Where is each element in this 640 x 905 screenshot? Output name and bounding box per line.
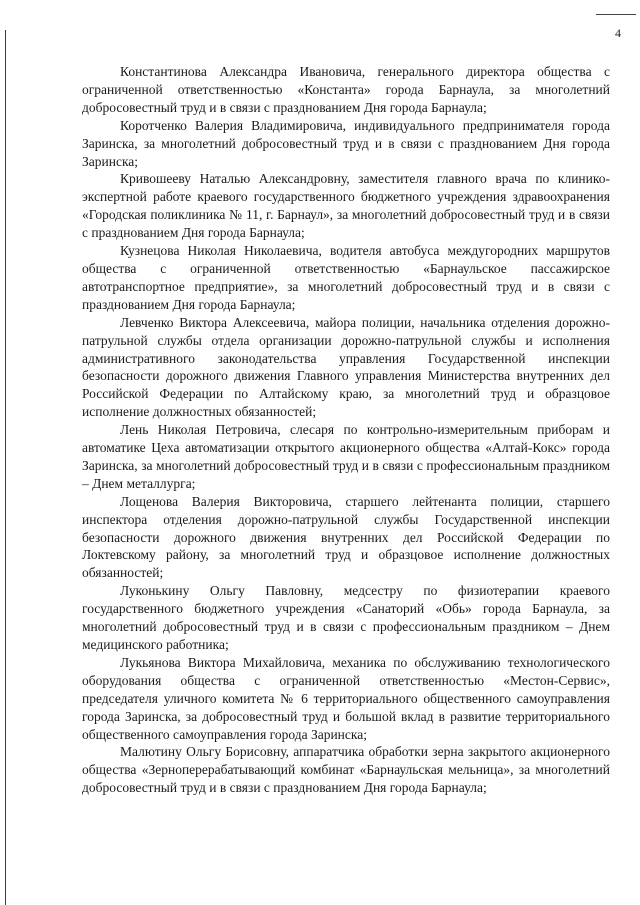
award-entry: Коротченко Валерия Владимировича, индивидуального предпринимателя города Заринска, за многолетний добросовестный труд и в связи с празднованием Дня города Заринска; <box>82 117 610 169</box>
award-entry: Лощенова Валерия Викторовича, старшего лейтенанта полиции, старшего инспектора отделения дорожно-патрульной службы Государственной инспекции безопасности дорожного движения внутренних дел Российской Федерации по Локтевскому району, за многолетний труд и образцовое исполнение должностных обязанностей; <box>82 493 610 581</box>
document-body <box>82 63 610 797</box>
award-entry: Луконькину Ольгу Павловну, медсестру по физиотерапии краевого государственного бюджетного учреждения «Санаторий «Обь» города Барнаула, за многолетний добросовестный труд и в связи с профессиональным праздником – Днем медицинского работника; <box>82 583 610 652</box>
award-entry: Кузнецова Николая Николаевича, водителя автобуса междугородних маршрутов общества с ограниченной ответственностью «Барнаульское пассажирское автотранспортное предприятие», за многолетний добросовестный труд и в связи с празднованием Дня города Барнаула; <box>82 243 610 312</box>
corner-mark <box>596 14 636 15</box>
left-margin-line <box>5 30 6 905</box>
award-entry: Лень Николая Петровича, слесаря по контрольно-измерительным приборам и автоматике Цеха автоматизации открытого акционерного общества «Алтай-Кокс» города Заринска, за многолетний добросовестный труд и в связи с профессиональным праздником – Днем металлурга; <box>82 422 610 491</box>
page-number: 4 <box>615 26 621 40</box>
award-entry: Левченко Виктора Алексеевича, майора полиции, начальника отделения дорожно-патрульной службы отдела организации дорожно-патрульной службы и исполнения административного законодательства управления Государственной инспекции безопасности дорожного движения Главного управления Министерства внутренних дел Российской Федерации по Алтайскому краю, за многолетний труд и образцовое исполнение должностных обязанностей; <box>82 314 610 420</box>
award-entry: Константинова Александра Ивановича, генерального директора общества с ограниченной ответственностью «Константа» города Барнаула, за многолетний добросовестный труд и в связи с празднованием Дня города Барнаула; <box>82 64 610 115</box>
award-entry: Лукьянова Виктора Михайловича, механика по обслуживанию технологического оборудования общества с ограниченной ответственностью «Местон-Сервис», председателя уличного комитета № 6 территориального общественного самоуправления города Заринска, за добросовестный труд и большой вклад в развитие территориального общественного самоуправления города Заринска; <box>82 654 610 742</box>
award-entry: Малютину Ольгу Борисовну, аппаратчика обработки зерна закрытого акционерного общества «Зерноперерабатывающий комбинат «Барнаульская мельница», за многолетний добросовестный труд и в связи с празднованием Дня города Барнаула; <box>82 744 610 796</box>
award-entry: Кривошееву Наталью Александровну, заместителя главного врача по клинико-экспертной работе краевого государственного бюджетного учреждения здравоохранения «Городская поликлиника № 11, г. Барнаул», за многолетний добросовестный труд и в связи с празднованием Дня города Барнаула; <box>82 171 610 241</box>
